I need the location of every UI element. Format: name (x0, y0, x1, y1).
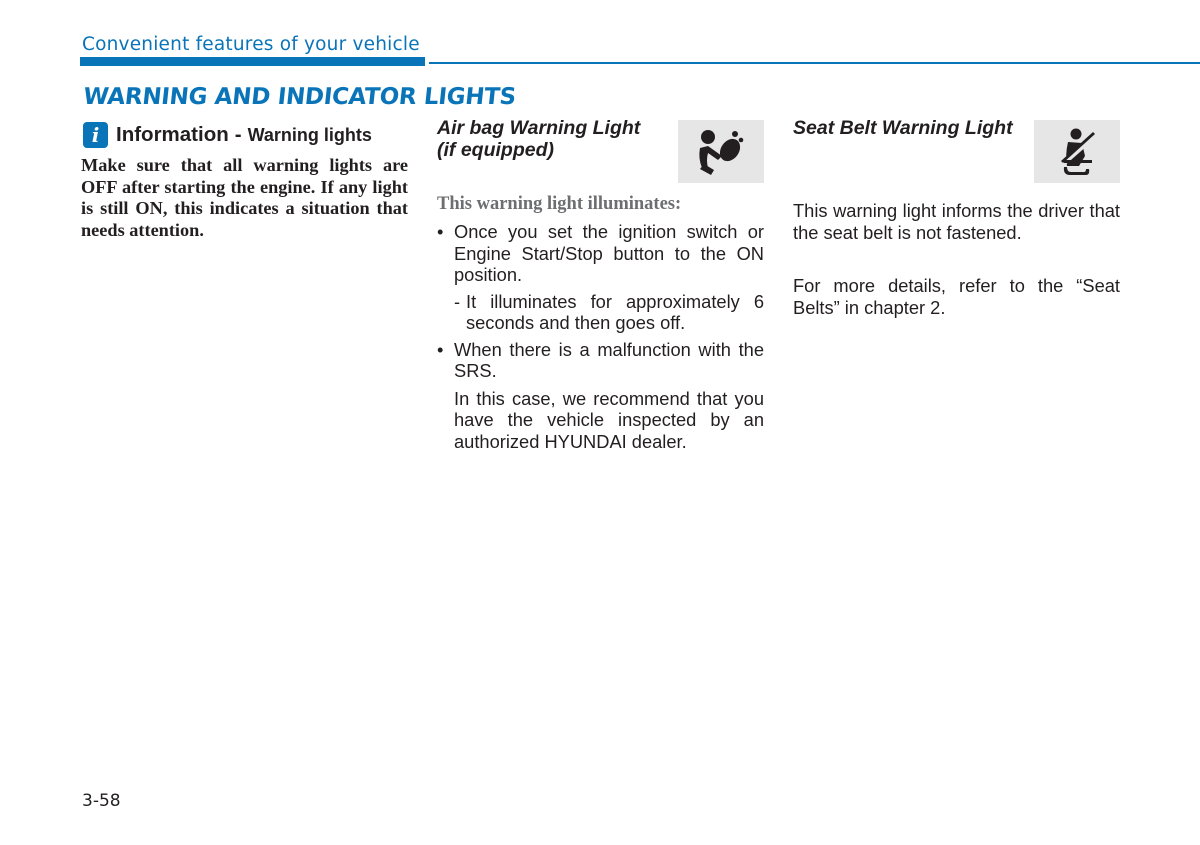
bullet-text: Once you set the ignition switch or Engine Start/Stop button to the ON position. (454, 221, 764, 285)
seatbelt-description: This warning light informs the driver that the seat belt is not fastened. (793, 200, 1120, 243)
header-rule-thin (429, 62, 1200, 64)
sub-dash: - (454, 290, 461, 312)
information-heading (83, 122, 372, 148)
information-subheading: Warning lights (247, 124, 372, 145)
page-number: 3-58 (82, 791, 121, 811)
airbag-title: Air bag Warning Light (437, 117, 641, 139)
bullet-symbol: • (437, 221, 444, 242)
airbag-heading (437, 117, 640, 161)
information-label: Information (116, 123, 229, 146)
airbag-conditions (437, 221, 764, 452)
bullet-text: When there is a malfunction with the SRS. (454, 338, 764, 381)
information-body: Make sure that all warning lights are OFF after starting the engine. If any light is still ON, this indicates a situation that needs attention. (81, 155, 408, 240)
bullet-symbol: • (437, 338, 444, 360)
airbag-lead: This warning light illuminates: (437, 194, 682, 214)
bullet-follow-text: In this case, we recommend that you have the vehicle inspected by an authorized HYUNDAI dealer. (454, 387, 764, 452)
sub-note (437, 291, 764, 334)
seatbelt-heading: Seat Belt Warning Light (793, 117, 1013, 139)
sub-note-text: It illuminates for approximately 6 seconds and then goes off. (466, 290, 764, 333)
information-icon: i (83, 122, 108, 148)
information-dash: - (234, 123, 242, 146)
list-item (437, 221, 764, 286)
list-item (437, 339, 764, 382)
seatbelt-reference: For more details, refer to the “Seat Belts” in chapter 2. (793, 275, 1120, 318)
airbag-warning-icon (678, 120, 764, 183)
running-head: Convenient features of your vehicle (82, 34, 420, 55)
airbag-title-note: (if equipped) (437, 139, 554, 161)
section-title: WARNING AND INDICATOR LIGHTS (82, 84, 518, 110)
seat-belt-warning-icon (1034, 120, 1120, 183)
header-rule-thick (80, 57, 425, 66)
